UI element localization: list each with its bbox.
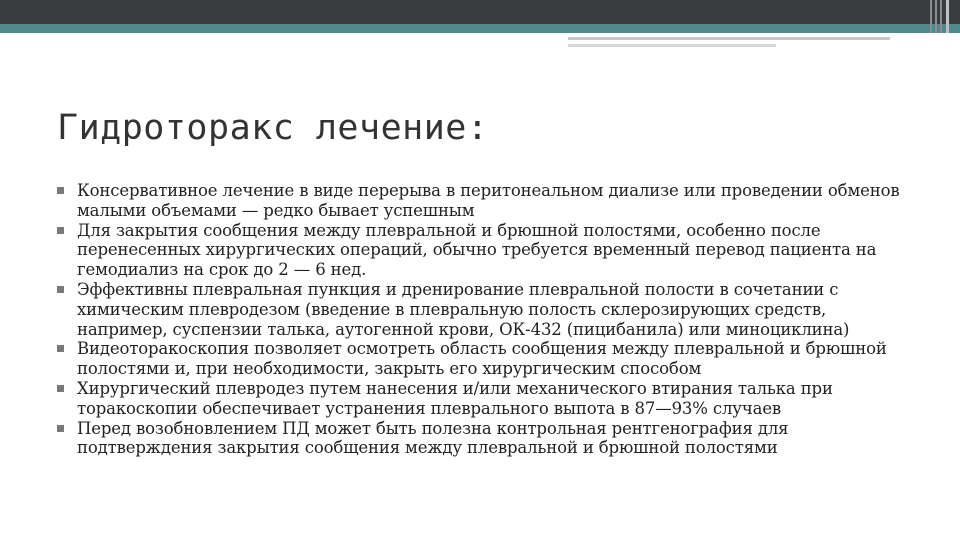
header-decor-line	[568, 44, 776, 47]
slide-title: Гидроторакс лечение:	[57, 108, 489, 148]
bullet-item	[56, 419, 916, 459]
bullet-item	[56, 181, 916, 221]
header-accent-bar	[0, 24, 960, 33]
bullet-text: Для закрытия сообщения между плевральной и брюшной полостями, особенно после перенесенных хирургических операций, обычно требуется временный перевод пациента на гемодиализ на срок до 2 — 6 нед.	[77, 220, 877, 280]
bullet-item	[56, 339, 916, 379]
bullet-item	[56, 379, 916, 419]
bullet-text: Перед возобновлением ПД может быть полезна контрольная рентгенография для подтверждения закрытия сообщения между плевральной и брюшной полостями	[77, 418, 789, 458]
bullet-square-icon	[57, 345, 64, 352]
bullet-list	[56, 181, 916, 458]
bullet-text: Эффективны плевральная пункция и дренирование плевральной полости в сочетании с химическим плевродезом (введение в плевральную полость склерозирующих средств, например, суспензии талька, аутогенной крови, ОК-432 (пицибанила) или миноциклина)	[77, 279, 850, 339]
bullet-text: Консервативное лечение в виде перерыва в перитонеальном диализе или проведении обменов малыми объемами — редко бывает успешным	[77, 181, 900, 220]
header-decor-stripe	[946, 0, 949, 33]
header-dark-bar	[0, 0, 960, 24]
bullet-square-icon	[57, 425, 64, 432]
bullet-text: Видеоторакоскопия позволяет осмотреть область сообщения между плевральной и брюшной полостями и, при необходимости, закрыть его хирургическим способом	[77, 339, 887, 379]
bullet-square-icon	[57, 385, 64, 392]
header-decor-line	[568, 37, 890, 40]
bullet-item	[56, 221, 916, 280]
bullet-square-icon	[57, 286, 64, 293]
bullet-square-icon	[57, 227, 64, 234]
bullet-item	[56, 280, 916, 339]
bullet-square-icon	[57, 187, 64, 194]
bullet-text: Хирургический плевродез путем нанесения и/или механического втирания талька при торакоскопии обеспечивает устранения плеврального выпота в 87—93% случаев	[77, 378, 833, 418]
